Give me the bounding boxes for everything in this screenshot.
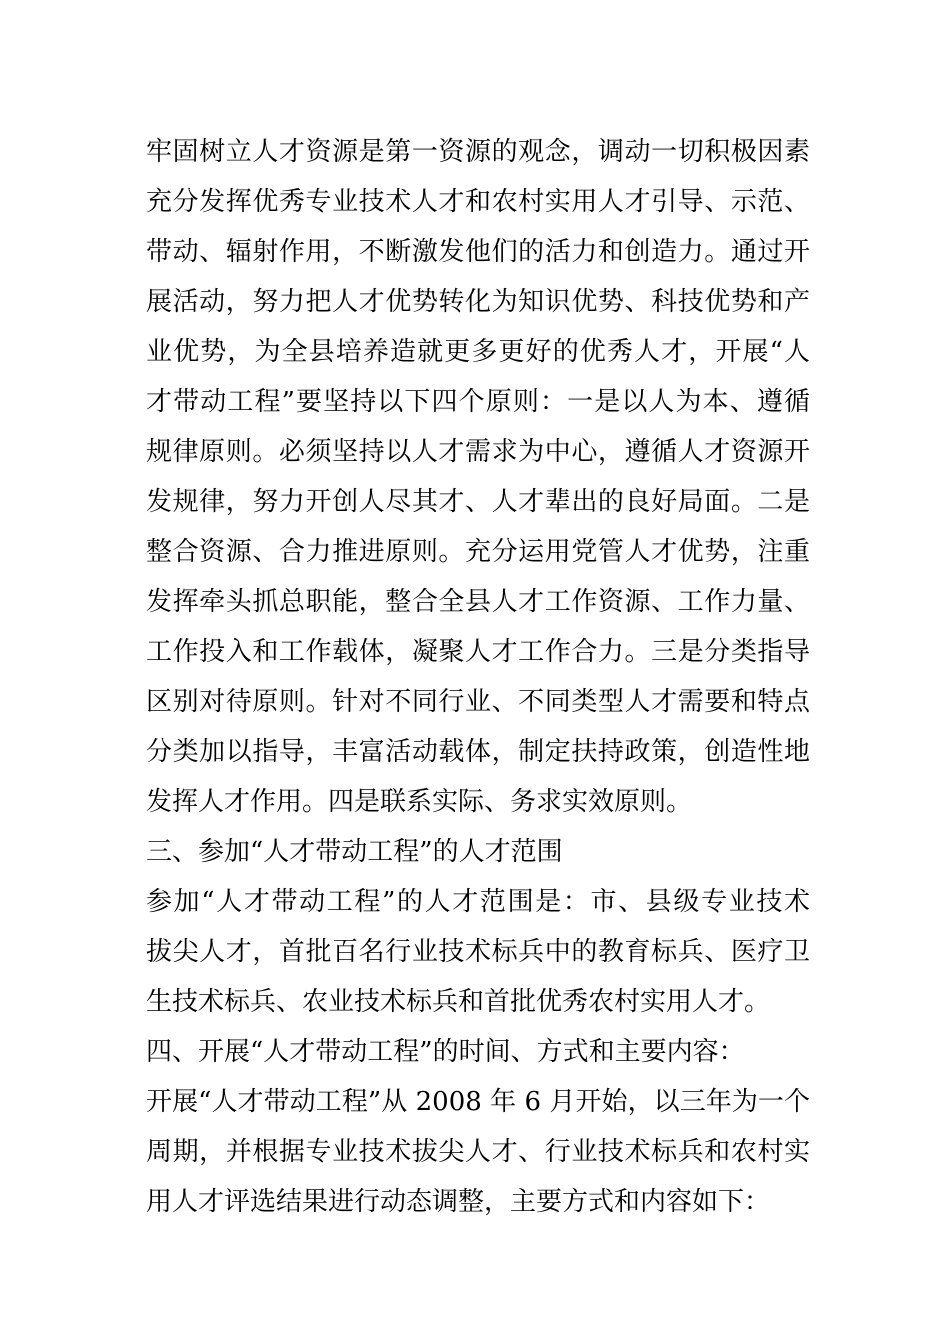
section-heading-3: 三、参加“人才带动工程”的人才范围	[146, 837, 563, 867]
text-line: 工作投入和工作载体，凝聚人才工作合力。三是分类指导	[146, 637, 810, 667]
text-line: 参加“人才带动工程”的人才范围是：市、县级专业技术	[146, 887, 810, 917]
text-line: 展活动，努力把人才优势转化为知识优势、科技优势和产	[146, 287, 810, 317]
text-line: 区别对待原则。针对不同行业、不同类型人才需要和特点	[146, 687, 810, 717]
text-line: 规律原则。必须坚持以人才需求为中心，遵循人才资源开	[146, 437, 810, 467]
paragraph-end-line: 用人才评选结果进行动态调整，主要方式和内容如下：	[146, 1187, 771, 1217]
text-line: 发规律，努力开创人尽其才、人才辈出的良好局面。二是	[146, 487, 810, 517]
text-line: 开展“人才带动工程”从 2008 年 6 月开始，以三年为一个	[146, 1087, 810, 1117]
text-line: 整合资源、合力推进原则。充分运用党管人才优势，注重	[146, 537, 810, 567]
paragraph-end-line: 发挥人才作用。四是联系实际、务求实效原则。	[146, 787, 693, 817]
text-line: 发挥牵头抓总职能，整合全县人才工作资源、工作力量、	[146, 587, 810, 617]
text-line: 充分发挥优秀专业技术人才和农村实用人才引导、示范、	[146, 187, 810, 217]
section-heading-4: 四、开展“人才带动工程”的时间、方式和主要内容：	[146, 1037, 745, 1067]
document-body	[146, 127, 810, 1227]
text-line: 周期，并根据专业技术拔尖人才、行业技术标兵和农村实	[146, 1137, 810, 1167]
text-line: 拔尖人才，首批百名行业技术标兵中的教育标兵、医疗卫	[146, 937, 810, 967]
text-line: 业优势，为全县培养造就更多更好的优秀人才，开展“人	[146, 337, 810, 367]
text-line: 带动、辐射作用，不断激发他们的活力和创造力。通过开	[146, 237, 810, 267]
text-line: 分类加以指导，丰富活动载体，制定扶持政策，创造性地	[146, 737, 810, 767]
text-line: 牢固树立人才资源是第一资源的观念，调动一切积极因素	[146, 137, 810, 167]
paragraph-end-line: 生技术标兵、农业技术标兵和首批优秀农村实用人才。	[146, 987, 771, 1017]
text-line: 才带动工程”要坚持以下四个原则：一是以人为本、遵循	[146, 387, 810, 417]
